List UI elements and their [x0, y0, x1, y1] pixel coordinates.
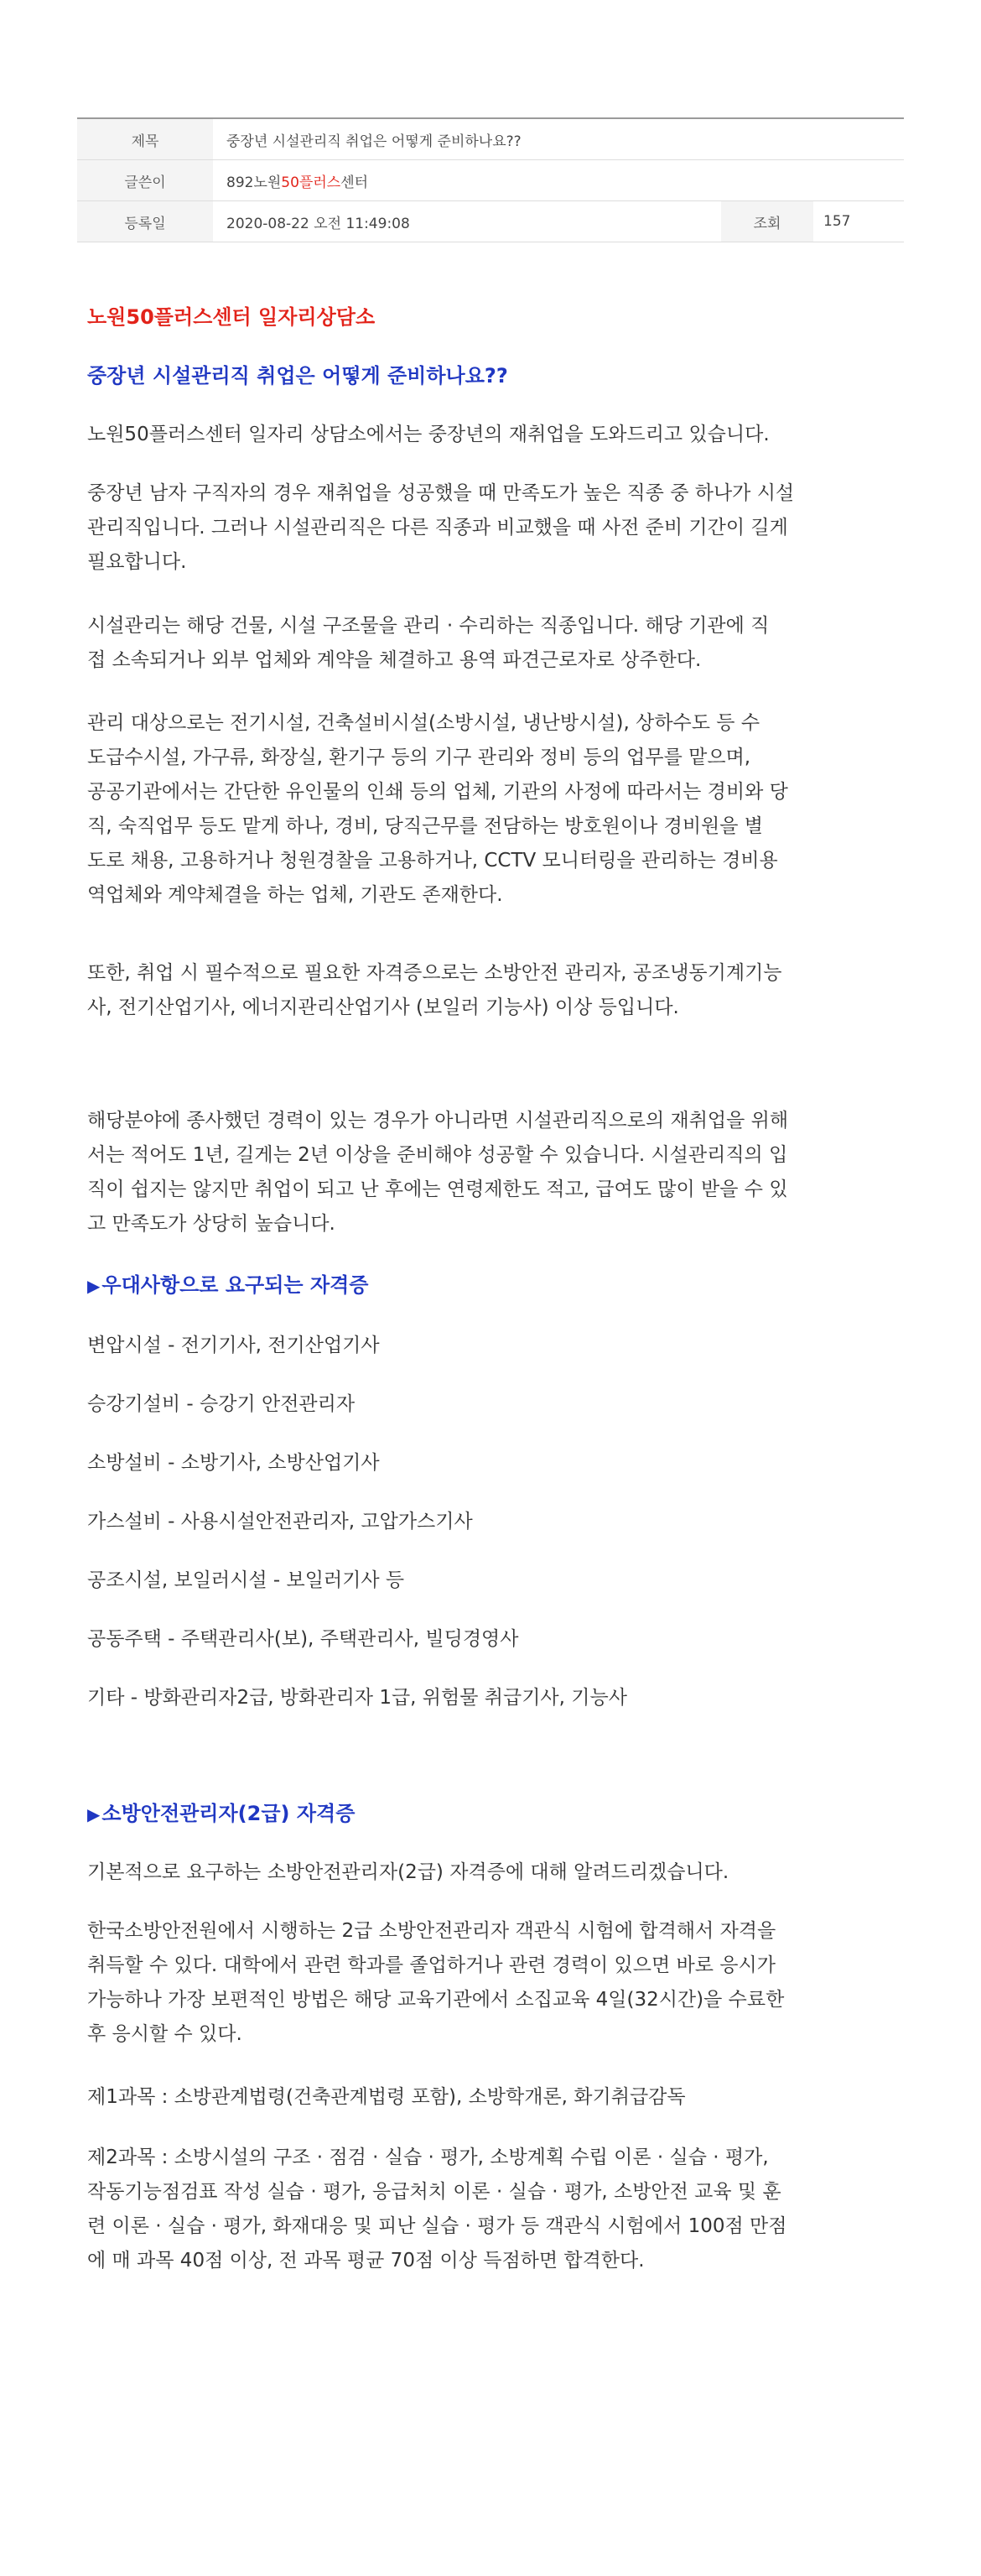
- date-value: 2020-08-22 오전 11:49:08: [226, 215, 410, 232]
- list-item: 승강기설비 - 승강기 안전관리자: [87, 1393, 356, 1415]
- title-label: 제목: [77, 119, 213, 159]
- list-item: 공조시설, 보일러시설 - 보일러기사 등: [87, 1569, 405, 1591]
- date-label: 등록일: [77, 201, 213, 242]
- paragraph-7: [87, 1855, 902, 1890]
- text-line: 제2과목 : 소방시설의 구조 · 점검 · 실습 · 평가, 소방계획 수립 이론 · 실습 · 평가,: [87, 2147, 769, 2168]
- author-prefix: 892노원: [226, 174, 282, 191]
- text-line: 사, 전기산업기사, 에너지관리산업기사 (보일러 기능사) 이상 등입니다.: [87, 997, 679, 1018]
- list-item: 공동주택 - 주택관리사(보), 주택관리사, 빌딩경영사: [87, 1628, 519, 1650]
- views-label: 조회: [721, 201, 813, 242]
- paragraph-9: [87, 2080, 902, 2115]
- author-value: [213, 160, 904, 200]
- list-item: 기타 - 방화관리자2급, 방화관리자 1급, 위험물 취급기사, 기능사: [87, 1687, 627, 1709]
- text-line: 해당분야에 종사했던 경력이 있는 경우가 아니라면 시설관리직으로의 재취업을 위해: [87, 1110, 789, 1132]
- section-heading-title: 중장년 시설관리직 취업은 어떻게 준비하나요??: [87, 364, 508, 388]
- text-line: 후 응시할 수 있다.: [87, 2023, 242, 2045]
- text-line: 도급수시설, 가구류, 화장실, 환기구 등의 기구 관리와 정비 등의 업무를 맡으며,: [87, 747, 751, 768]
- title-row: [77, 119, 904, 160]
- author-suffix: 센터: [340, 174, 369, 191]
- paragraph-10: [87, 2141, 902, 2278]
- text-line: 필요합니다.: [87, 551, 187, 573]
- triangle-right-icon: ▶: [87, 1804, 101, 1824]
- text-line: 역업체와 계약체결을 하는 업체, 기관도 존재한다.: [87, 884, 503, 906]
- author-row: [77, 160, 904, 201]
- text-line: 에 매 과목 40점 이상, 전 과목 평균 70점 이상 득점하면 합격한다.: [87, 2250, 645, 2272]
- text-line: 직이 쉽지는 않지만 취업이 되고 난 후에는 연령제한도 적고, 급여도 많이 받을 수 있: [87, 1179, 788, 1200]
- text-line: 공공기관에서는 간단한 유인물의 인쇄 등의 업체, 기관의 사정에 따라서는 경비와 당: [87, 781, 788, 803]
- qualification-list: [87, 1329, 902, 1715]
- paragraph-4: [87, 706, 902, 913]
- views-value: 157: [823, 213, 851, 230]
- text-line: 접 소속되거나 외부 업체와 계약을 체결하고 용역 파견근로자로 상주한다.: [87, 649, 702, 671]
- text-line: 작동기능점검표 작성 실습 · 평가, 응급처치 이론 · 실습 · 평가, 소방안전 교육 및 훈: [87, 2181, 781, 2203]
- list-item: 가스설비 - 사용시설안전관리자, 고압가스기사: [87, 1511, 473, 1533]
- list-item: 변압시설 - 전기기사, 전기산업기사: [87, 1335, 380, 1356]
- text-line: 제1과목 : 소방관계법령(건축관계법령 포함), 소방학개론, 화기취급감독: [87, 2086, 686, 2108]
- text-line: 또한, 취업 시 필수적으로 필요한 자격증으로는 소방안전 관리자, 공조냉동기계기능: [87, 962, 782, 984]
- text-line: 노원50플러스센터 일자리 상담소에서는 중장년의 재취업을 도와드리고 있습니다.: [87, 424, 770, 445]
- paragraph-2: [87, 476, 902, 580]
- text-line: 도로 채용, 고용하거나 청원경찰을 고용하거나, CCTV 모니터링을 관리하는 경비용: [87, 850, 778, 872]
- text-line: 서는 적어도 1년, 길게는 2년 이상을 준비해야 성공할 수 있습니다. 시설관리직의 입: [87, 1144, 788, 1166]
- text-line: 시설관리는 해당 건물, 시설 구조물을 관리 · 수리하는 직종입니다. 해당 기관에 직: [87, 615, 770, 637]
- text-line: 련 이론 · 실습 · 평가, 화재대응 및 피난 실습 · 평가 등 객관식 시험에서 100점 만점: [87, 2215, 787, 2237]
- text-line: 고 만족도가 상당히 높습니다.: [87, 1213, 335, 1235]
- heading-fire-safety: [87, 1797, 902, 1832]
- author-label: 글쓴이: [77, 160, 213, 200]
- text-line: 관리 대상으로는 전기시설, 건축설비시설(소방시설, 냉난방시설), 상하수도 등 수: [87, 712, 760, 734]
- paragraph-6: [87, 1104, 902, 1241]
- heading-center: [87, 300, 902, 335]
- date-row: [77, 201, 904, 242]
- section-heading-qualifications: 우대사항으로 요구되는 자격증: [101, 1273, 369, 1297]
- section-heading-center: 노원50플러스센터 일자리상담소: [87, 305, 376, 329]
- text-line: 가능하나 가장 보편적인 방법은 해당 교육기관에서 소집교육 4일(32시간)을 수료한: [87, 1989, 785, 2011]
- text-line: 직, 숙직업무 등도 맡게 하나, 경비, 당직근무를 전담하는 방호원이나 경비원을 별: [87, 815, 764, 837]
- author-highlight: 50플러스: [281, 174, 341, 191]
- paragraph-3: [87, 609, 902, 678]
- paragraph-5: [87, 956, 902, 1025]
- list-item: 소방설비 - 소방기사, 소방산업기사: [87, 1452, 380, 1474]
- text-line: 중장년 남자 구직자의 경우 재취업을 성공했을 때 만족도가 높은 직종 중 하나가 시설: [87, 482, 795, 504]
- triangle-right-icon: ▶: [87, 1276, 101, 1296]
- section-heading-fire-safety: 소방안전관리자(2급) 자격증: [101, 1802, 356, 1825]
- text-line: 관리직입니다. 그러나 시설관리직은 다른 직종과 비교했을 때 사전 준비 기간이 길게: [87, 517, 788, 539]
- paragraph-8: [87, 1914, 902, 2052]
- text-line: 취득할 수 있다. 대학에서 관련 학과를 졸업하거나 관련 경력이 있으면 바로 응시가: [87, 1954, 776, 1976]
- heading-title: [87, 359, 902, 393]
- post-meta-table: [77, 117, 904, 242]
- text-line: 기본적으로 요구하는 소방안전관리자(2급) 자격증에 대해 알려드리겠습니다.: [87, 1861, 729, 1883]
- text-line: 한국소방안전원에서 시행하는 2급 소방안전관리자 객관식 시험에 합격해서 자격을: [87, 1920, 776, 1942]
- heading-qualifications: [87, 1268, 902, 1304]
- title-value: 중장년 시설관리직 취업은 어떻게 준비하나요??: [226, 133, 522, 150]
- paragraph-intro: [87, 418, 902, 452]
